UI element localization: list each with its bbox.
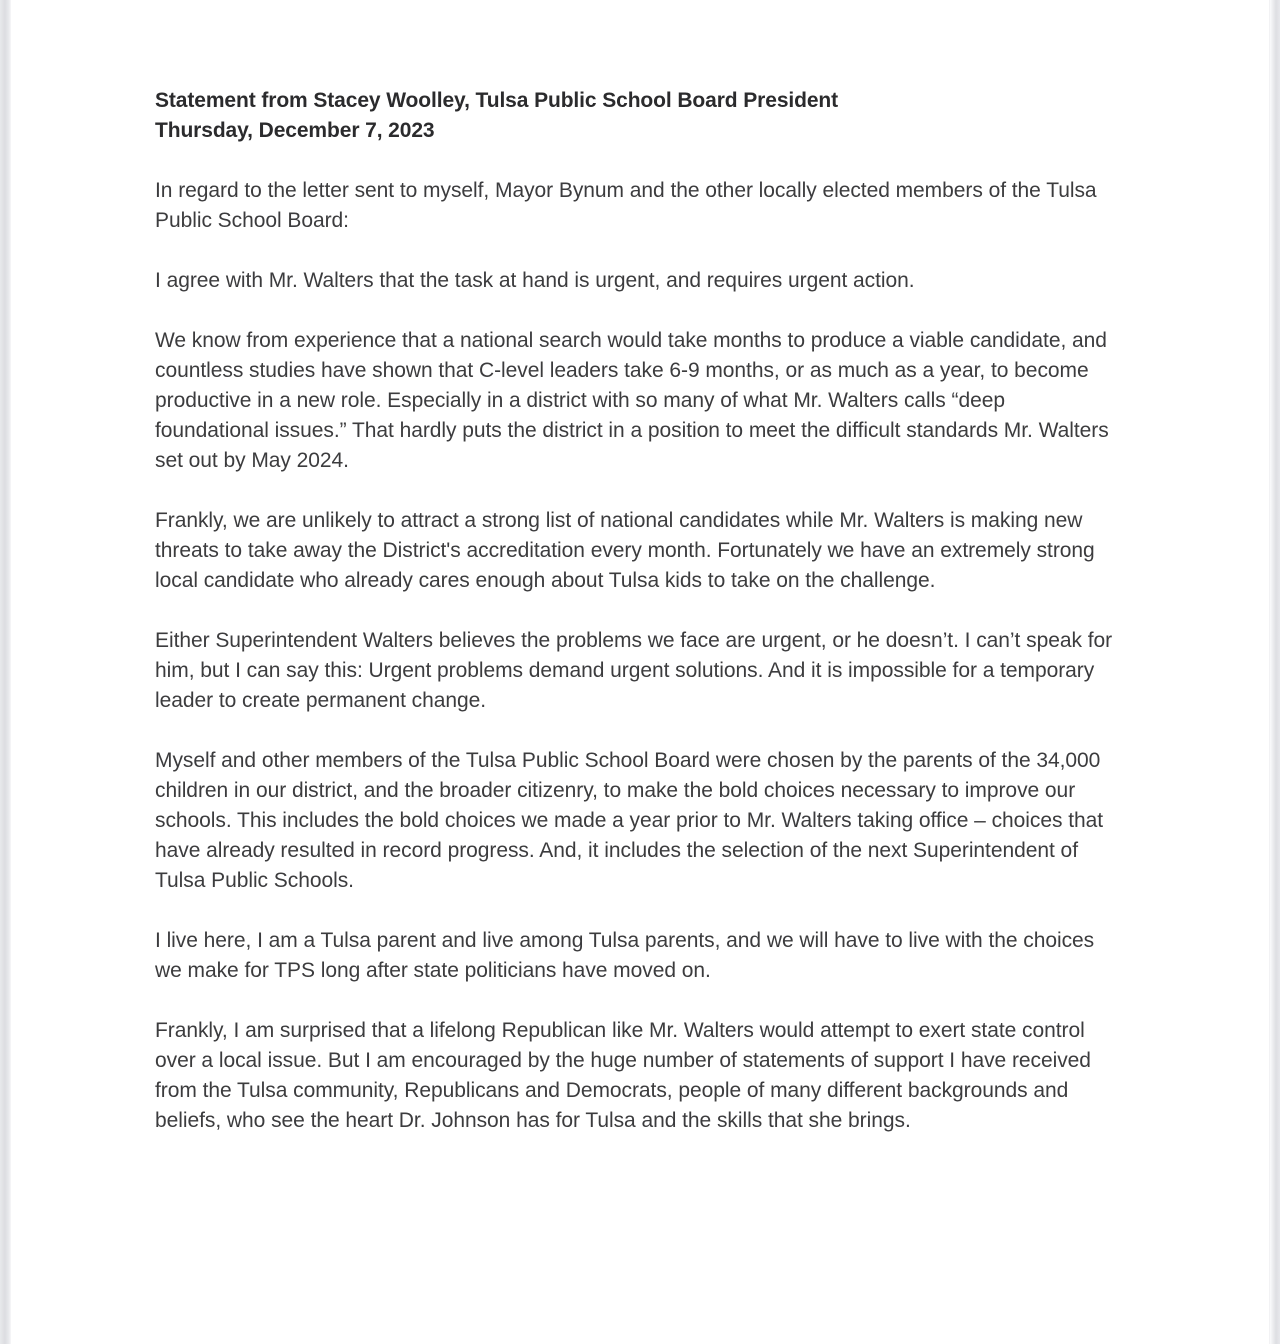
document-page: [11, 0, 1269, 1344]
paragraph: Frankly, we are unlikely to attract a strong list of national candidates while Mr. Walters is making new threats to take away the District's accreditation every month. Fortunately we have an extremely strong local candidate who already cares enough about Tulsa kids to take on the challenge.: [155, 509, 1095, 592]
statement-heading: [155, 86, 1121, 146]
page-gutter-left: [0, 0, 11, 1344]
paragraph: In regard to the letter sent to myself, Mayor Bynum and the other locally elected members of the Tulsa Public School Board:: [155, 179, 1097, 232]
paragraph: I agree with Mr. Walters that the task at hand is urgent, and requires urgent action.: [155, 269, 915, 292]
paragraph: We know from experience that a national search would take months to produce a viable candidate, and countless studies have shown that C-level leaders take 6-9 months, or as much as a year, to become productive in a new role. Especially in a district with so many of what Mr. Walters calls “deep foundational issues.” That hardly puts the district in a position to meet the difficult standards Mr. Walters set out by May 2024.: [155, 329, 1109, 472]
page-gutter-right: [1270, 0, 1280, 1344]
page-title: Statement from Stacey Woolley, Tulsa Public School Board President: [155, 89, 839, 112]
paragraph: Either Superintendent Walters believes the problems we face are urgent, or he doesn’t. I can’t speak for him, but I can say this: Urgent problems demand urgent solutions. And it is impossible for a temporary leader to create permanent change.: [155, 629, 1113, 712]
statement-body: [155, 86, 1121, 1136]
paragraph: Myself and other members of the Tulsa Public School Board were chosen by the parents of the 34,000 children in our district, and the broader citizenry, to make the bold choices necessary to improve our schools. This includes the bold choices we made a year prior to Mr. Walters taking office – choices that have already resulted in record progress. And, it includes the selection of the next Superintendent of Tulsa Public Schools.: [155, 749, 1104, 892]
statement-date: Thursday, December 7, 2023: [155, 119, 435, 142]
paragraph: Frankly, I am surprised that a lifelong Republican like Mr. Walters would attempt to exert state control over a local issue. But I am encouraged by the huge number of statements of support I have received from the Tulsa community, Republicans and Democrats, people of many different backgrounds and beliefs, who see the heart Dr. Johnson has for Tulsa and the skills that she brings.: [155, 1019, 1091, 1132]
paragraph: I live here, I am a Tulsa parent and live among Tulsa parents, and we will have to live with the choices we make for TPS long after state politicians have moved on.: [155, 929, 1095, 982]
